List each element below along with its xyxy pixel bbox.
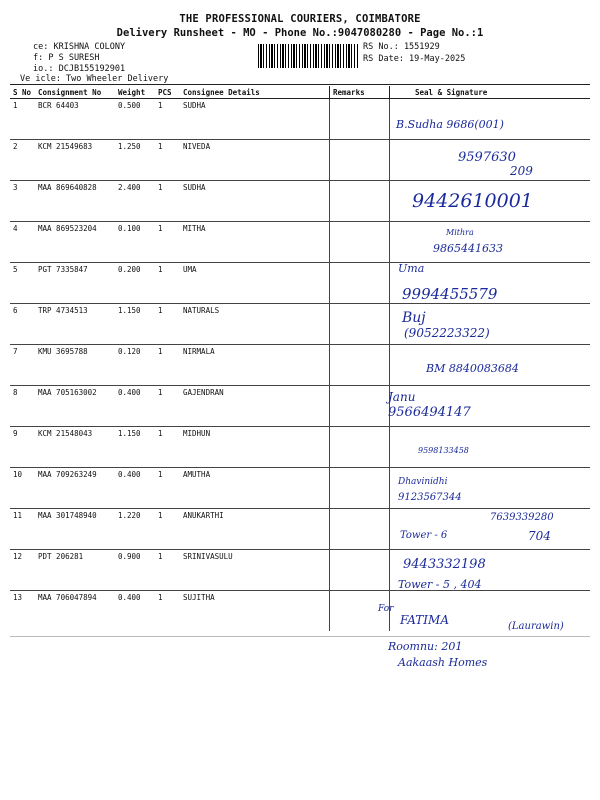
cell-remarks (330, 427, 390, 467)
handwriting-r9: 9598133458 (418, 446, 469, 455)
col-sno: S No (13, 88, 32, 97)
handwriting-r2a: 9597630 (458, 150, 516, 165)
handwriting-r8b: 9566494147 (388, 405, 471, 420)
cell-consignment-no: MAA 301748940 (38, 511, 97, 520)
cell-sno: 4 (13, 224, 18, 233)
company-title: THE PROFESSIONAL COURIERS, COIMBATORE (179, 13, 421, 25)
cell-remarks (330, 509, 390, 549)
col-pcs: PCS (158, 88, 172, 97)
handwriting-r6a: Buj (402, 310, 426, 326)
cell-consignee: SRINIVASULU (180, 550, 330, 590)
cell-consignee: GAJENDRAN (180, 386, 330, 426)
cell-sno: 12 (13, 552, 23, 561)
cell-pcs: 1 (158, 101, 163, 110)
cell-consignee: NIRMALA (180, 345, 330, 385)
cell-pcs: 1 (158, 306, 163, 315)
handwriting-r7: BM 8840083684 (426, 362, 519, 375)
col-signature: Seal & Signature (415, 88, 488, 97)
cell-consignment-no: MAA 709263249 (38, 470, 97, 479)
handwriting-r10a: Dhavinidhi (398, 477, 448, 487)
runsheet-title: Delivery Runsheet - MO - Phone No.:9047080280 - Page No.:1 (116, 27, 484, 39)
cell-weight: 0.400 (118, 388, 141, 397)
table-row (10, 427, 590, 468)
handwriting-r4b: 9865441633 (433, 242, 503, 255)
cell-consignment-no: KCM 21549683 (38, 142, 93, 151)
cell-consignee: AMUTHA (180, 468, 330, 508)
cell-consignment-no: BCR 64403 (38, 101, 79, 110)
handwriting-r4a: Mithra (446, 228, 474, 237)
cell-weight: 0.500 (118, 101, 141, 110)
cell-pcs: 1 (158, 265, 163, 274)
cell-consignee: SUDHA (180, 181, 330, 221)
cell-remarks (330, 181, 390, 221)
cell-weight: 0.900 (118, 552, 141, 561)
cell-pcs: 1 (158, 429, 163, 438)
cell-remarks (330, 386, 390, 426)
handwriting-r12b: Tower - 5 , 404 (398, 578, 482, 591)
table-row (10, 263, 590, 304)
rs-date-field: RS Date: 19-May-2025 (363, 54, 466, 64)
cell-pcs: 1 (158, 224, 163, 233)
cell-remarks (330, 550, 390, 590)
cell-pcs: 1 (158, 388, 163, 397)
handwriting-r13a: FATIMA (400, 613, 449, 627)
cell-remarks (330, 304, 390, 344)
cell-consignment-no: PDT 206281 (38, 552, 84, 561)
cell-weight: 0.120 (118, 347, 141, 356)
cell-weight: 0.200 (118, 265, 141, 274)
cell-consignee: MIDHUN (180, 427, 330, 467)
cell-consignment-no: KMU 3695788 (38, 347, 88, 356)
cell-weight: 0.400 (118, 593, 141, 602)
cell-pcs: 1 (158, 470, 163, 479)
cell-sno: 13 (13, 593, 23, 602)
cell-consignee: UMA (180, 263, 330, 303)
cell-pcs: 1 (158, 347, 163, 356)
runsheet-table (10, 86, 590, 631)
cell-weight: 1.220 (118, 511, 141, 520)
handwriting-r11c: 704 (528, 529, 551, 543)
table-bottom-line (10, 636, 590, 637)
cell-sno: 5 (13, 265, 18, 274)
handwriting-r10b: 9123567344 (398, 492, 462, 503)
cell-pcs: 1 (158, 183, 163, 192)
handwriting-r6b: (9052223322) (404, 326, 490, 340)
cell-consignment-no: MAA 706047894 (38, 593, 97, 602)
cell-sno: 8 (13, 388, 18, 397)
handwriting-r1: B.Sudha 9686(001) (396, 118, 504, 131)
cell-pcs: 1 (158, 593, 163, 602)
cell-consignee: MITHA (180, 222, 330, 262)
area-field: ce: KRISHNA COLONY (33, 42, 126, 52)
cell-consignment-no: MAA 869523204 (38, 224, 97, 233)
cell-remarks (330, 140, 390, 180)
handwriting-r13c: Roomnu: 201 (388, 640, 463, 653)
cell-consignment-no: MAA 705163002 (38, 388, 97, 397)
handwriting-r3: 9442610001 (412, 190, 533, 212)
handwriting-r5a: Uma (398, 262, 425, 275)
cell-sno: 2 (13, 142, 18, 151)
cell-consignee: NATURALS (180, 304, 330, 344)
doc-no-field: io.: DCJB155192901 (33, 64, 126, 74)
handwriting-r8a: Janu (388, 390, 416, 404)
col-consignee: Consignee Details (180, 86, 330, 98)
cell-consignee: SUJITHA (180, 591, 330, 631)
cell-pcs: 1 (158, 511, 163, 520)
cell-pcs: 1 (158, 552, 163, 561)
cell-weight: 1.150 (118, 306, 141, 315)
cell-remarks (330, 468, 390, 508)
cell-remarks (330, 99, 390, 139)
table-row (10, 222, 590, 263)
cell-pcs: 1 (158, 142, 163, 151)
table-row (10, 386, 590, 427)
handwriting-r11a: 7639339280 (490, 512, 554, 523)
cell-sno: 11 (13, 511, 23, 520)
cell-sno: 6 (13, 306, 18, 315)
table-row (10, 550, 590, 591)
cell-consignee: SUDHA (180, 99, 330, 139)
cell-weight: 1.250 (118, 142, 141, 151)
cell-sno: 10 (13, 470, 23, 479)
handwriting-r13-for: For (378, 604, 394, 614)
vehicle-field: Ve icle: Two Wheeler Delivery (20, 74, 169, 84)
col-consignment: Consignment No (38, 88, 102, 97)
cell-sno: 1 (13, 101, 18, 110)
cell-remarks (330, 345, 390, 385)
handwriting-r12a: 9443332198 (403, 557, 486, 572)
barcode (258, 44, 358, 68)
col-weight: Weight (118, 88, 146, 97)
staff-field: f: P S SURESH (33, 53, 100, 63)
handwriting-r2b: 209 (510, 164, 533, 178)
col-remarks: Remarks (330, 86, 390, 98)
cell-consignment-no: MAA 869640828 (38, 183, 97, 192)
handwriting-r11b: Tower - 6 (400, 530, 448, 541)
cell-weight: 2.400 (118, 183, 141, 192)
cell-remarks (330, 222, 390, 262)
rs-no-field: RS No.: 1551929 (363, 42, 440, 52)
handwriting-r5b: 9994455579 (402, 285, 498, 303)
cell-sno: 9 (13, 429, 18, 438)
cell-weight: 0.400 (118, 470, 141, 479)
cell-sno: 3 (13, 183, 18, 192)
cell-consignment-no: TRP 4734513 (38, 306, 88, 315)
cell-consignee: NIVEDA (180, 140, 330, 180)
table-header (10, 86, 590, 99)
cell-weight: 0.100 (118, 224, 141, 233)
handwriting-r13d: Aakaash Homes (398, 656, 488, 669)
table-row (10, 591, 590, 631)
handwriting-r13b: (Laurawin) (508, 621, 564, 632)
header-divider (10, 84, 590, 85)
cell-consignment-no: PGT 7335847 (38, 265, 88, 274)
table-row (10, 468, 590, 509)
cell-sno: 7 (13, 347, 18, 356)
cell-consignee: ANUKARTHI (180, 509, 330, 549)
cell-weight: 1.150 (118, 429, 141, 438)
cell-consignment-no: KCM 21548043 (38, 429, 93, 438)
cell-remarks (330, 263, 390, 303)
table-row (10, 304, 590, 345)
